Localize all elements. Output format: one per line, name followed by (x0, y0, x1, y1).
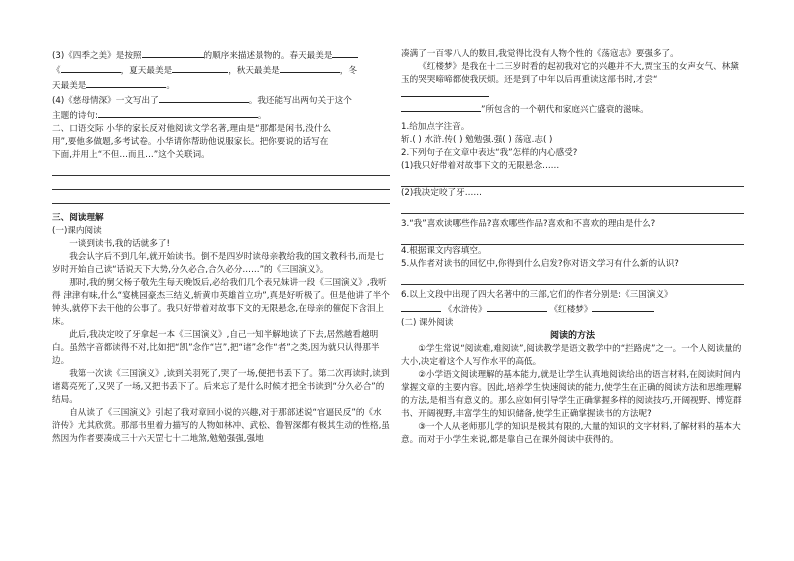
answer-line[interactable] (401, 271, 744, 285)
paragraph-continued: ”所包含的一个朝代和家庭兴亡盛衰的滋味。 (401, 102, 744, 117)
answer-line[interactable] (52, 176, 390, 190)
question-1: 1.给加点字注音。 (401, 122, 470, 132)
answer-blank[interactable] (172, 63, 228, 73)
question-5: 5.从作者对读书的回忆中,你得到什么启发?你对语文学习有什么新的认识? (401, 259, 679, 269)
question-2-part-1: (1)我只好带着对故事下文的无限悬念…… (401, 161, 560, 171)
question-4-line-2: 主题的诗句: 。 (52, 108, 390, 123)
answer-blank[interactable] (592, 302, 654, 312)
answer-line[interactable] (52, 162, 390, 176)
answer-blank[interactable] (86, 78, 166, 88)
oral-communication: 二、口语交际 小华的家长反对他阅读文学名著,理由是“那都是闲书,没什么 用”,要他多做题,多考试卷。小华请你帮助他说服家长。把你要说的话写在 下面,并用上“不但…而且…”这个关联词。 (52, 124, 332, 160)
question-1-items: 斩.( ) 水浒.传( ) 勉勉强.强( ) 荡寇.志( ) (401, 135, 553, 145)
right-column (401, 48, 744, 447)
answer-line[interactable] (52, 190, 390, 204)
section-title-reading: 三、阅读理解 (52, 213, 104, 223)
answer-blank[interactable] (142, 48, 204, 58)
subsection-in-class-reading: (一)课内阅读 (52, 226, 102, 236)
answer-blank[interactable] (401, 87, 489, 97)
paragraph: ①学生常说“阅读难,难阅读”,阅读教学是语文教学中的“拦路虎”之一。一个人阅读量的大小,决定着这个人写作水平的高低。 (401, 344, 742, 367)
left-column (52, 48, 390, 446)
answer-line[interactable] (401, 173, 744, 187)
paragraph: 凑满了一百零八人的数目,我觉得比没有人物个性的《荡寇志》要强多了。 (401, 49, 679, 59)
paragraph: ②小学语文阅读理解的基本能力,就是让学生认真地阅读给出的语言材料,在阅读时间内掌握文章的主要内容。因此,培养学生快速阅读的能力,使学生在正确的阅读方法和思维理解的方法,是相当有意义的。那么应如何引导学生正确掌握多样的阅读技巧,开阔视野、博览群书、开阔视野,丰富学生的知识储备,使学生正确掌握读书的方法呢? (401, 370, 742, 419)
answer-line[interactable] (401, 231, 744, 245)
question-2: 2.下列句子在文章中表达“我”怎样的内心感受? (401, 148, 578, 158)
paragraph: 我会认字后不到几年,就开始读书。倒不是四岁时读母亲教给我的国文教科书,而是七岁时开始自己读“话说天下大势,分久必合,合久必分……”的《三国演义》。 (52, 252, 385, 275)
answer-blank[interactable] (159, 93, 249, 103)
question-3-line-2: 《 ，夏天最美是 ，秋天最美是 ，冬 (52, 63, 390, 78)
paragraph: ③一个人从老师那儿学的知识是极其有限的,大量的知识的文字材料,了解材料的基本大意。而对于小学生来说,都是靠自己在课外阅读中获得的。 (401, 422, 741, 445)
question-6-continued: 《水浒传》 《红楼梦》 (401, 302, 744, 317)
answer-line[interactable] (401, 200, 744, 214)
article-title: 阅读的方法 (549, 331, 595, 341)
subsection-extracurricular-reading: (二) 课外阅读 (401, 318, 454, 328)
question-3-line-1: (3)《四季之美》是按照 的顺序来描述景物的。春天最美是 (52, 48, 390, 63)
paragraph: 自从读了《三国演义》引起了我对章回小说的兴趣,对于那部述说“官逼民反”的《水浒传》尤其欣赏。那部书里着力描写的人物如林冲、武松、鲁智深都有极其生动的性格,虽然因为作者要凑成三十六天罡七十二地煞,勉勉强强,强地 (52, 408, 390, 444)
answer-blank[interactable] (332, 48, 358, 58)
question-3: 3.“我”喜欢读哪些作品?喜欢哪些作品?喜欢和不喜欢的理由是什么? (401, 219, 656, 229)
answer-blank[interactable] (401, 302, 441, 312)
question-2-part-2: (2)我决定咬了牙…… (401, 188, 482, 198)
paragraph: 此后,我决定咬了牙拿起一本《三国演义》,自己一知半解地读了下去,居然越看越明白。虽然字音都读得不对,比如把“凯”念作“岂”,把“诸”念作“者”之类,因为就只认得那半边。 (52, 330, 380, 366)
answer-blank[interactable] (401, 102, 481, 112)
answer-blank[interactable] (61, 63, 121, 73)
paragraph: 那时,我的舅父杨子敬先生每天晚饭后,必给我们几个表兄妹讲一段《三国演义》,我听得 津津有味,什么“宴桃园豪杰三结义,斩黄巾英雄首立功”,真是好听极了。但是他讲了半个钟头,就停下去干他的公事了。我只好带着对故事下文的无限悬念,在母亲的催促下含泪上床。 (52, 278, 390, 327)
paragraph: 《红楼梦》是我在十二三岁时看的起初我对它的兴趣并不大,贾宝玉的女声女气、林黛玉的哭哭啼啼都使我厌烦。还是到了中年以后再重读这部书时,才尝“ (401, 61, 744, 102)
answer-blank[interactable] (280, 63, 340, 73)
question-4-line-1: (4)《慈母情深》一文写出了 。我还能写出两句关于这个 (52, 93, 390, 108)
answer-blank[interactable] (98, 108, 258, 118)
question-3-line-3: 天最美是 。 (52, 78, 390, 93)
paragraph: 我第一次读《三国演义》,读到关羽死了,哭了一场,便把书丢下了。第二次再读时,读到诸葛亮死了,又哭了一场,又把书丢下了。后来忘了是什么时候才把全书读到“分久必合”的结局。 (52, 369, 390, 405)
answer-blank[interactable] (487, 302, 547, 312)
paragraph: 一谈到读书,我的话就多了! (69, 239, 170, 249)
question-4: 4.根据课文内容填空。 (401, 246, 487, 256)
question-6: 6.以上文段中出现了四大名著中的三部,它们的作者分别是:《三国演义》 (401, 290, 673, 300)
